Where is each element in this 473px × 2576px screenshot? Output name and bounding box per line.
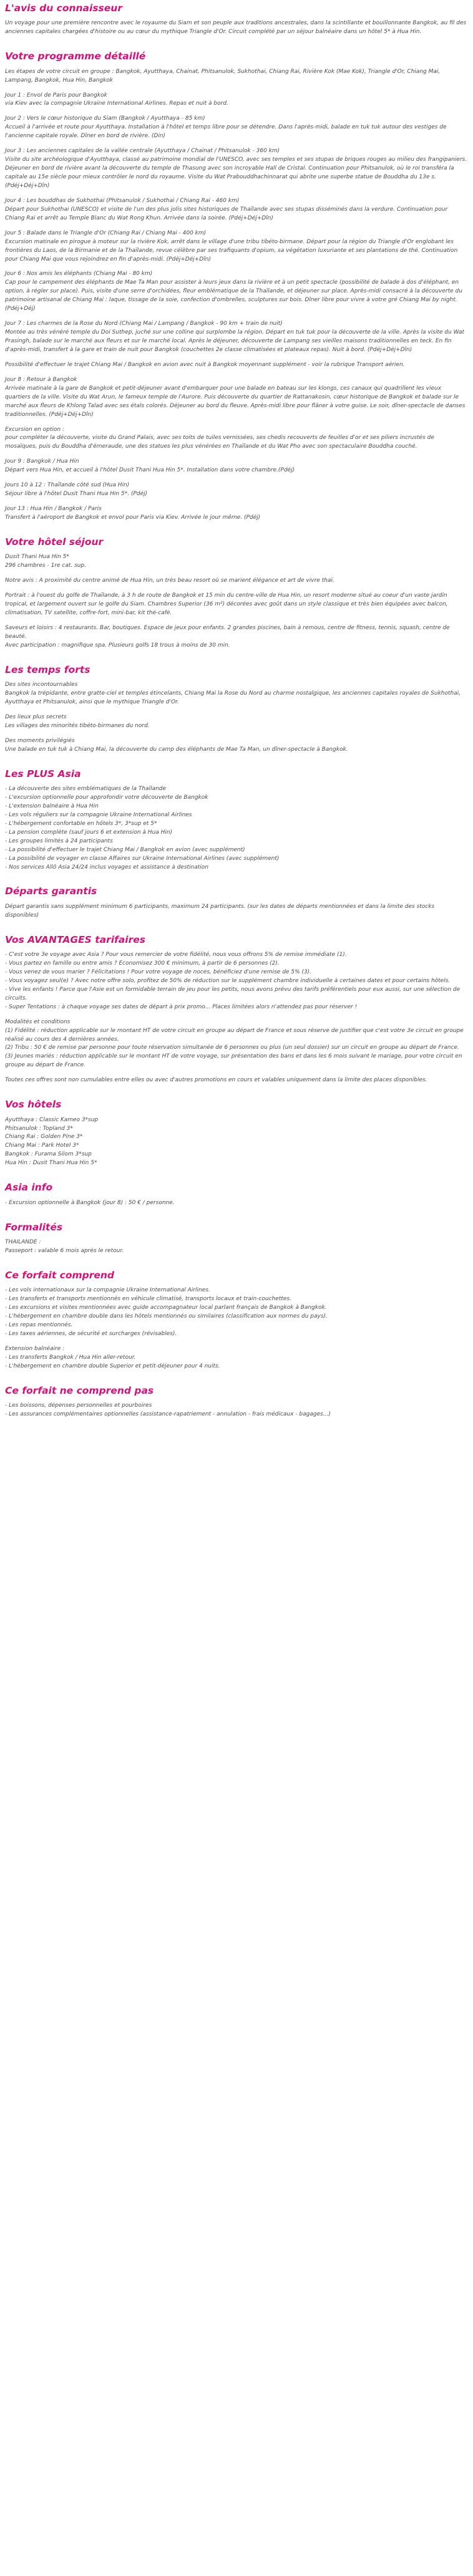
text-line: Jour 9 : Bangkok / Hua Hin [5, 458, 79, 465]
paragraph [5, 68, 468, 85]
text-line: - Les boissons, dépenses personnelles et pourboires [5, 1402, 152, 1409]
text-line: - Les vols internationaux sur la compagnie Ukraine International Airlines. [5, 1287, 210, 1294]
text-line: Chiang Mai : Park Hotel 3* [5, 1142, 79, 1149]
section [5, 2, 468, 37]
text-line: Départ vers Hua Hin, et accueil à l'hôtel Dusit Thani Hua Hin 5*. Installation dans votre chambre.(Pdéj) [5, 467, 295, 474]
section-title: Ce forfait comprend [5, 1269, 115, 1281]
paragraph [5, 361, 468, 370]
text-line: - La possibilité d'effectuer le trajet Chiang Mai / Bangkok en avion (avec supplément) [5, 846, 245, 853]
text-line: - Les vols réguliers sur la compagnie Ukraine International Airlines [5, 811, 192, 818]
text-line: - Les taxes aériennes, de sécurité et surcharges (révisables). [5, 1330, 177, 1337]
text-line: Une balade en tuk tuk à Chiang Mai, la découverte du camp des éléphants de Mae Ta Man, un dîner-spectacle à Bangkok. [5, 746, 348, 753]
text-line: - Les transferts et transports mentionnés en véhicule climatisé, transports locaux et train-couchettes. [5, 1296, 291, 1303]
text-line: - Les repas mentionnés. [5, 1321, 73, 1328]
text-line: Jour 13 : Hua Hin / Bangkok / Paris [5, 506, 102, 513]
text-line: Excursion matinale en pirogue à moteur sur la rivière Kok, arrêt dans le village d'une tribu tibéto-birmane. Départ pour la région du Triangle d'Or englobant les frontières du Laos, de la Birmanie et de la Thaïlande, revue célèbre par ses trafiquants d'opium, sa végétation luxuriante et ses plantations de thé. Continuation pour Chiang Mai que vous rejoindrez en fin d'après-midi. (Pdéj+Déj+Dîn) [5, 238, 458, 263]
text-line: Bangkok : Furama Silom 3*sup [5, 1151, 92, 1158]
text-line: - Les assurances complémentaires optionnelles (assistance-rapatriement - annulation - frais médicaux - bagages...) [5, 1411, 331, 1417]
text-line: THAILANDE : [5, 1238, 41, 1245]
text-line: Jours 10 à 12 : Thaïlande côté sud (Hua Hin) [5, 482, 130, 489]
text-line: Un voyage pour une première rencontre avec le royaume du Siam et son peuple aux traditions ancestrales, dans la scintillante et bouillonnante Bangkok, au fil des anciennes capitales chargées d'histoire ou au cœur du mythique Triangle d'Or. Circuit complété par un séjour balnéaire dans un hôtel 5* à Hua Hin. [5, 20, 467, 36]
section-title: Les temps forts [5, 663, 90, 675]
text-line: - Vous voyagez seul(e) ? Avec notre offre solo, profitez de 50% de réduction sur le supplément chambre individuelle à certaines dates et pour certains hôtels. [5, 977, 451, 984]
paragraph [5, 1076, 468, 1085]
paragraph [5, 505, 468, 523]
text-line: (3) Jeunes mariés : réduction applicable sur le montant HT de votre voyage, sur présentation des bans et dans les 6 mois suivant le mariage, pour votre circuit en groupe au départ de France. [5, 1053, 462, 1069]
section [5, 934, 468, 1086]
paragraph [5, 1238, 468, 1256]
paragraph [5, 737, 468, 755]
text-line: Hua Hin : Dusit Thani Hua Hin 5* [5, 1160, 97, 1167]
text-line: Avec participation : magnifique spa. Plusieurs golfs 18 trous à moins de 30 min. [5, 642, 230, 649]
text-line: via Kiev avec la compagnie Ukraine International Airlines. Repas et nuit à bord. [5, 100, 228, 107]
paragraph [5, 713, 468, 731]
section-title: Formalités [5, 1221, 63, 1233]
section [5, 1182, 468, 1207]
section-title: Votre programme détaillé [5, 51, 146, 62]
paragraph [5, 147, 468, 191]
paragraph [5, 1286, 468, 1339]
section-title: Asia info [5, 1182, 53, 1194]
paragraph [5, 785, 468, 872]
text-line: (1) Fidélité : réduction applicable sur le montant HT de votre circuit en groupe au départ de France et sous réserve de justifier que c'est votre 3e circuit en groupe réalisé au cours des 4 dernières années. [5, 1027, 464, 1043]
section-title: Votre hôtel séjour [5, 536, 104, 548]
paragraph [5, 903, 468, 920]
paragraph [5, 1116, 468, 1169]
text-line: Visite du site archéologique d'Ayutthaya, classé au patrimoine mondial de l'UNESCO, avec ses temples et ses stupas de briques rouges au milieu des frangipaniers. Déjeuner en bord de rivière avant la découverte du temple de Thasung avec son incroyable Hall de Cristal. Continuation pour Phitsanulok, où le roi transféra la capitale au 15e siècle pour mieux contrôler le nord du royaume. Visite du Wat Prabouddhachinnarat qui abrite une superbe statue de Bouddha du 13e s. (Pdéj+Déj+Dîn) [5, 157, 467, 189]
section [5, 51, 468, 523]
text-line: - L'extension balnéaire à Hua Hin [5, 803, 99, 809]
text-line: Jour 3 : Les anciennes capitales de la vallée centrale (Ayutthaya / Chainat / Phitsanulok - 360 km) [5, 148, 280, 155]
text-line: Bangkok la trépidante, entre gratte-ciel et temples étincelants, Chiang Mai la Rose du Nord au charme nostalgique, les anciennes capitales royales de Sukhothai, Ayutthaya et Phitsanulok, ainsi que le mythique Triangle d'Or. [5, 690, 461, 705]
text-line: - Les excursions et visites mentionnées avec guide accompagnateur local parlant français de Bangkok à Bangkok. [5, 1305, 327, 1311]
paragraph [5, 951, 468, 1012]
text-line: - La découverte des sites emblématiques de la Thaïlande [5, 786, 167, 793]
section-title: Les PLUS Asia [5, 768, 81, 779]
text-line: Saveurs et loisirs : 4 restaurants. Bar, boutiques. Espace de jeux pour enfants. 2 grandes piscines, bain à remous, centre de fitness, tennis, squash, centre de beauté. [5, 624, 450, 640]
paragraph [5, 1402, 468, 1419]
text-line: Montée au très vénéré temple du Doi Suthep, juché sur une colline qui surplombe la région. Départ en tuk tuk pour la découverte de la ville. Après la visite du Wat Prasingh, balade sur le marché aux fleurs et sur le marché local. Après le déjeuner, découverte de Lampang ses vieilles maisons traditionnelles en teck. En fin d'après-midi, transfert à la gare et train de nuit pour Bangkok (couchettes 2e classe climatisées et plateaux repas). Nuit à bord. (Pdéj+Déj+Dîn) [5, 329, 465, 353]
paragraph [5, 592, 468, 618]
text-line: pour compléter la découverte, visite du Grand Palais, avec ses toits de tuiles vernissées, ses chedis recouverts de feuilles d'or et ses piliers incrustés de mosaïques, puis du Bouddha d'émeraude, une des statues les plus vénérées en Thaïlande et du Wat Pho avec son spectaculaire Bouddha couché. [5, 435, 434, 450]
text-line: - Vous venez de vous marier ? Félicitations ! Pour votre voyage de noces, bénéficiez d'une remise de 5% (3). [5, 968, 312, 975]
section [5, 1222, 468, 1256]
text-line: - C'est votre 3e voyage avec Asia ? Pour vous remercier de votre fidélité, nous vous offrons 5% de remise immédiate (1). [5, 952, 347, 958]
paragraph [5, 270, 468, 314]
text-line: Séjour libre à l'hôtel Dusit Thani Hua Hin 5*. (Pdéj) [5, 491, 148, 498]
text-line: Des lieux plus secrets [5, 713, 67, 720]
text-line: Jour 6 : Nos amis les éléphants (Chiang Mai - 80 km) [5, 271, 153, 277]
section [5, 885, 468, 920]
text-line: - Les groupes limités à 24 participants [5, 837, 113, 844]
text-line: - L'excursion optionnelle pour approfondir votre découverte de Bangkok [5, 794, 208, 801]
section [5, 768, 468, 872]
text-line: - L'hébergement en chambre double dans les hôtels mentionnés ou similaires (classification aux normes du pays). [5, 1313, 328, 1319]
paragraph [5, 553, 468, 571]
section [5, 1270, 468, 1371]
text-line: Départ pour Sukhothai (UNESCO) et visite de l'un des plus jolis sites historiques de Thaïlande avec ses stupas disséminés dans la verdure. Continuation pour Chiang Rai et arrêt au Temple Blanc du Wat Rong Khun. Arrivée dans la soirée. (Pdéj+Déj+Dîn) [5, 206, 448, 221]
paragraph [5, 320, 468, 355]
text-line: Des sites incontournables [5, 682, 78, 688]
section [5, 1099, 468, 1168]
section-title: L'avis du connaisseur [5, 2, 122, 14]
section-title: Vos AVANTAGES tarifaires [5, 933, 145, 945]
paragraph [5, 1345, 468, 1371]
text-line: Possibilité d'effectuer le trajet Chiang Mai / Bangkok en avion avec nuit à Bangkok moyennant supplément - voir la rubrique Transport aérien. [5, 361, 405, 368]
paragraph [5, 229, 468, 264]
paragraph [5, 92, 468, 109]
text-line: Excursion en option : [5, 426, 65, 433]
text-line: - Super Tentations : à chaque voyage ses dates de départ à prix promo... Places limitées alors n'attendez pas pour réserver ! [5, 1003, 358, 1010]
paragraph [5, 577, 468, 586]
text-line: - L'hébergement confortable en hôtels 3*, 3*sup et 5* [5, 820, 157, 827]
paragraph [5, 115, 468, 141]
paragraph [5, 197, 468, 223]
text-line: Passeport : valable 6 mois après le retour. [5, 1247, 124, 1254]
text-line: Accueil à l'arrivée et route pour Ayutthaya. Installation à l'hôtel et temps libre pour se détendre. Dans l'après-midi, balade en tuk tuk autour des vestiges de l'ancienne capitale royale. Dîner en bord de rivière. (Din) [5, 124, 447, 140]
text-line: - Vive les enfants ! Parce que l'Asie est un formidable terrain de jeu pour les petits, nous avons prévu des tarifs préférentiels pour eux aussi, sur une sélection de circuits. [5, 986, 461, 1001]
text-line: Notre avis : A proximité du centre animé de Hua Hin, un très beau resort où se marient élégance et art de vivre thaï. [5, 577, 334, 584]
section-title: Départs garantis [5, 885, 97, 897]
paragraph [5, 481, 468, 499]
text-line: Les étapes de votre circuit en groupe : Bangkok, Ayutthaya, Chainat, Phitsanulok, Sukhothai, Chiang Rai, Rivière Kok (Mae Kok), Triangle d'Or, Chiang Mai, Lampang, Bangkok, Hua Hin, Bangkok [5, 68, 441, 84]
text-line: Jour 2 : Vers le cœur historique du Siam (Bangkok / Ayutthaya - 85 km) [5, 115, 205, 122]
paragraph [5, 426, 468, 452]
text-line: Arrivée matinale à la gare de Bangkok et petit-déjeuner avant d'embarquer pour une balade en bateau sur les klongs, ces canaux qui quadrillent les vieux quartiers de la ville. Visite du Wat Arun, le fameux temple de l'Aurore. Puis découverte du quartier de Rattanakosin, cœur historique de Bangkok et balade sur le marché aux fleurs de Khlong Talad avec ses étals colorés. Déjeuner au bord du fleuve. Après-midi libre pour flâner à votre guise. Le soir, dîner-spectacle de danses traditionnelles. (Pdéj+Déj+Dîn) [5, 385, 466, 418]
text-line: - Excursion optionnelle à Bangkok (jour 8) : 50 € / personne. [5, 1199, 175, 1206]
text-line: Jour 8 : Retour à Bangkok [5, 376, 77, 383]
text-line: (2) Tribu : 50 € de remise par personne pour toute réservation simultanée de 6 personnes ou plus (un seul dossier) sur un circuit en groupe au départ de France. [5, 1044, 459, 1051]
section [5, 664, 468, 755]
text-line: Portrait : à l'ouest du golfe de Thaïlande, à 3 h de route de Bangkok et 15 min du centre-ville de Hua Hin, un resort moderne situé au coeur d'un vaste jardin tropical, et largement ouvert sur le golfe du Siam. Chambres Superior (36 m²) décorées avec goût dans un style classique et très bien équipées avec balcon, climatisation, TV satellite, coffre-fort, mini-bar, kit thé-café. [5, 592, 448, 616]
section-title: Vos hôtels [5, 1099, 62, 1111]
text-line: Jour 1 : Envol de Paris pour Bangkok [5, 92, 107, 99]
paragraph [5, 1018, 468, 1071]
text-line: Extension balnéaire : [5, 1345, 65, 1352]
paragraph [5, 624, 468, 650]
section [5, 536, 468, 650]
text-line: Modalités et conditions [5, 1018, 71, 1025]
text-line: Jour 7 : Les charmes de la Rose du Nord (Chiang Mai / Lampang / Bangkok - 90 km + train de nuit) [5, 321, 283, 327]
text-line: Chiang Rai : Golden Pine 3* [5, 1134, 83, 1141]
paragraph [5, 458, 468, 475]
text-line: - Les transferts Bangkok / Hua Hin aller-retour. [5, 1354, 136, 1361]
text-line: Jour 5 : Balade dans le Triangle d'Or (Chiang Rai / Chiang Mai - 400 km) [5, 229, 207, 236]
text-line: Les villages des minorités tibéto-birmanes du nord. [5, 722, 150, 729]
text-line: Dusit Thani Hua Hin 5* [5, 554, 69, 561]
text-line: - La possibilité de voyager en classe Affaires sur Ukraine International Airlines (avec supplément) [5, 855, 280, 862]
text-line: 296 chambres - 1re cat. sup. [5, 562, 87, 569]
text-line: Jour 4 : Les bouddhas de Sukhothai (Phitsanulok / Sukhothai / Chiang Rai - 460 km) [5, 197, 240, 204]
text-line: Toutes ces offres sont non cumulables entre elles ou avec d'autres promotions en cours et valables uniquement dans la limite des places disponibles. [5, 1077, 427, 1084]
text-line: Des moments privilégiés [5, 737, 75, 744]
paragraph [5, 681, 468, 707]
text-line: Phitsanulok : Topland 3* [5, 1125, 73, 1132]
paragraph [5, 376, 468, 420]
paragraph [5, 19, 468, 37]
text-line: Ayutthaya : Classic Kameo 3*sup [5, 1116, 99, 1123]
text-line: - Nos services Allô Asia 24/24 inclus voyages et assistance à destination [5, 864, 209, 871]
text-line: Cap pour le campement des éléphants de Mae Ta Man pour assister à leurs jeux dans la rivière et à un petit spectacle (possibilité de balade à dos d'éléphant, en option, à régler sur place). Puis, visite d'une serre d'orchidées, fleur emblématique de la Thaïlande, et déjeuner sur place. Après-midi consacré à la découverte du patrimoine artisanal de Chiang Mai : laque, tissage de la soie, confection d'ombrelles, sculptures sur bois. Dîner libre pour vivre à votre gré Chiang Mai by night. (Pdéj+Déj) [5, 279, 462, 312]
text-line: - L'hébergement en chambre double Superior et petit-déjeuner pour 4 nuits. [5, 1363, 220, 1369]
text-line: - La pension complète (sauf jours 6 et extension à Hua Hin) [5, 829, 173, 836]
text-line: - Vous partez en famille ou entre amis ? Economisez 300 € minimum, à partir de 6 personnes (2). [5, 960, 280, 967]
section [5, 1385, 468, 1419]
text-line: Transfert à l'aéroport de Bangkok et envol pour Paris via Kiev. Arrivée le jour même. (Pdéj) [5, 514, 261, 521]
section-title: Ce forfait ne comprend pas [5, 1384, 154, 1396]
paragraph [5, 1199, 468, 1208]
text-line: Départ garantis sans supplément minimum 6 participants, maximum 24 participants. (sur les dates de départs mentionnées et dans la limite des stocks disponibles) [5, 903, 435, 919]
